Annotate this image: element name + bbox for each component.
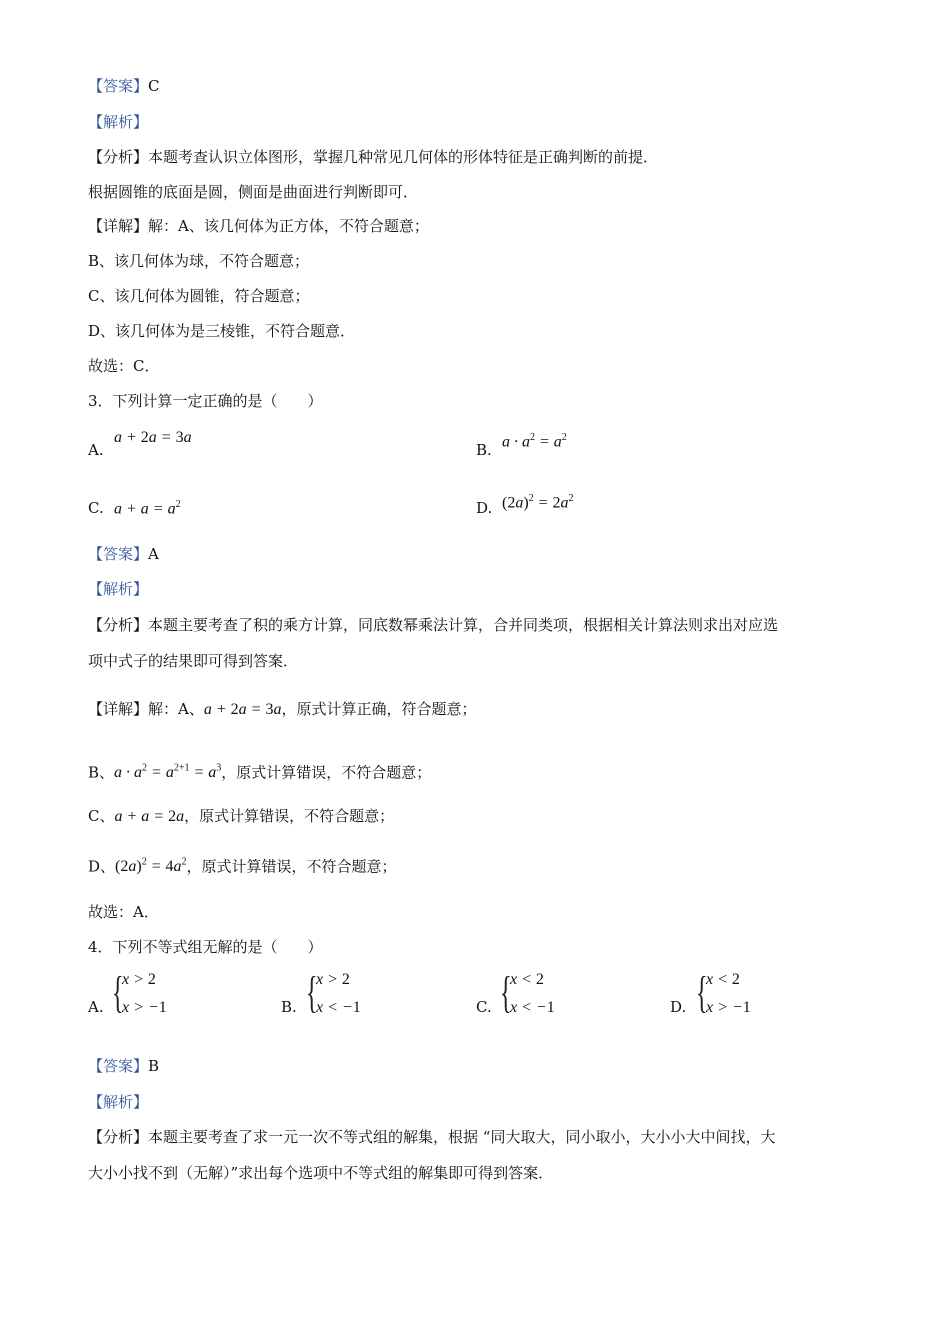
q3-option-c-label: C.: [88, 499, 104, 517]
q3-analysis-tag: 【解析】: [88, 580, 149, 598]
q3-option-b-label: B.: [476, 441, 492, 459]
fenxi-tag: 【分析】: [88, 1128, 149, 1146]
q3-detail-a: 【详解】解：A、a + 2a = 3a，原式计算正确，符合题意；: [88, 700, 477, 718]
answer-value: A: [148, 545, 159, 563]
q3-option-a-formula: a + 2a = 3a: [114, 429, 192, 446]
q3-option-d-label: D.: [476, 499, 493, 517]
q3-option-d-formula: $(2a)^2 = 2a^2$: [502, 493, 574, 512]
q3-detail-d: D、$(2a)^2 = 4a^2$，原式计算错误，不符合题意；: [88, 857, 397, 876]
q3-fenxi-line-2: 项中式子的结果即可得到答案．: [88, 652, 299, 670]
q4-option-a-system: { x > 2 x > −1: [112, 968, 167, 1017]
detail-tag: 【详解】: [88, 217, 149, 235]
q2-answer-line: [88, 76, 160, 96]
q4-analysis-tag: 【解析】: [88, 1093, 149, 1111]
q2-detail-b: B、该几何体为球，不符合题意；: [88, 252, 310, 270]
q4-stem: 4．下列不等式组无解的是（ ）: [88, 938, 323, 956]
q4-option-d-system: { x < 2 x > −1: [696, 968, 751, 1017]
q3-answer-line: [88, 544, 159, 564]
answer-value: B: [148, 1057, 160, 1075]
q4-option-a-label: A.: [88, 998, 104, 1016]
q4-option-b-system: { x > 2 x < −1: [306, 968, 361, 1017]
answer-tag: 【答案】: [88, 77, 149, 95]
detail-d-formula: $(2a)^2 = 4a^2$: [115, 857, 187, 876]
q3-detail-c: C、a + a = 2a，原式计算错误，不符合题意；: [88, 807, 395, 825]
q4-option-b-label: B.: [281, 998, 297, 1016]
q2-detail-d: D、该几何体为是三棱锥，不符合题意．: [88, 322, 356, 340]
detail-b-formula: $a \cdot a^2 = a^{2+1} = a^3$: [114, 763, 222, 782]
q4-answer-line: [88, 1056, 159, 1076]
detail-a-formula: a + 2a = 3a: [203, 701, 282, 718]
q2-choose: 故选：C．: [88, 357, 160, 375]
detail-c-formula: a + a = 2a: [114, 808, 185, 825]
fenxi-tag: 【分析】: [88, 616, 149, 634]
q3-option-b-formula: $a \cdot a^2 = a^2$: [502, 432, 567, 451]
answer-tag: 【答案】: [88, 1057, 149, 1075]
q2-detail-c: C、该几何体为圆锥，符合题意；: [88, 287, 310, 305]
q4-option-d-label: D.: [670, 998, 687, 1016]
q2-fenxi-line-2: 根据圆锥的底面是圆，侧面是曲面进行判断即可．: [88, 183, 419, 201]
q4-option-c-label: C.: [476, 998, 492, 1016]
q3-fenxi-line: 【分析】本题主要考查了积的乘方计算，同底数幂乘法计算，合并同类项，根据相关计算法则求出对应选: [88, 616, 779, 634]
q2-analysis-tag: 【解析】: [88, 113, 149, 131]
q4-fenxi-line-2: 大小小找不到（无解）”求出每个选项中不等式组的解集即可得到答案．: [88, 1164, 554, 1182]
q2-fenxi-line: 【分析】本题考查认识立体图形，掌握几种常见几何体的形体特征是正确判断的前提．: [88, 148, 659, 166]
answer-value: C: [148, 77, 160, 95]
q2-detail-line: 【详解】解：A、该几何体为正方体，不符合题意；: [88, 217, 429, 235]
q3-option-a-label: A.: [88, 441, 104, 459]
answer-tag: 【答案】: [88, 545, 149, 563]
q3-option-c-formula: $a + a = a^2$: [114, 499, 181, 518]
q3-detail-b: B、$a \cdot a^2 = a^{2+1} = a^3$，原式计算错误，不符合题意；: [88, 763, 432, 782]
fenxi-tag: 【分析】: [88, 148, 149, 166]
q3-stem: 3．下列计算一定正确的是（ ）: [88, 392, 323, 410]
q3-choose: 故选：A．: [88, 903, 159, 921]
q4-option-c-system: { x < 2 x < −1: [500, 968, 555, 1017]
q4-fenxi-line: 【分析】本题主要考查了求一元一次不等式组的解集，根据 “同大取大，同小取小，大小小大中间找，大: [88, 1128, 776, 1146]
detail-tag: 【详解】: [88, 700, 149, 718]
